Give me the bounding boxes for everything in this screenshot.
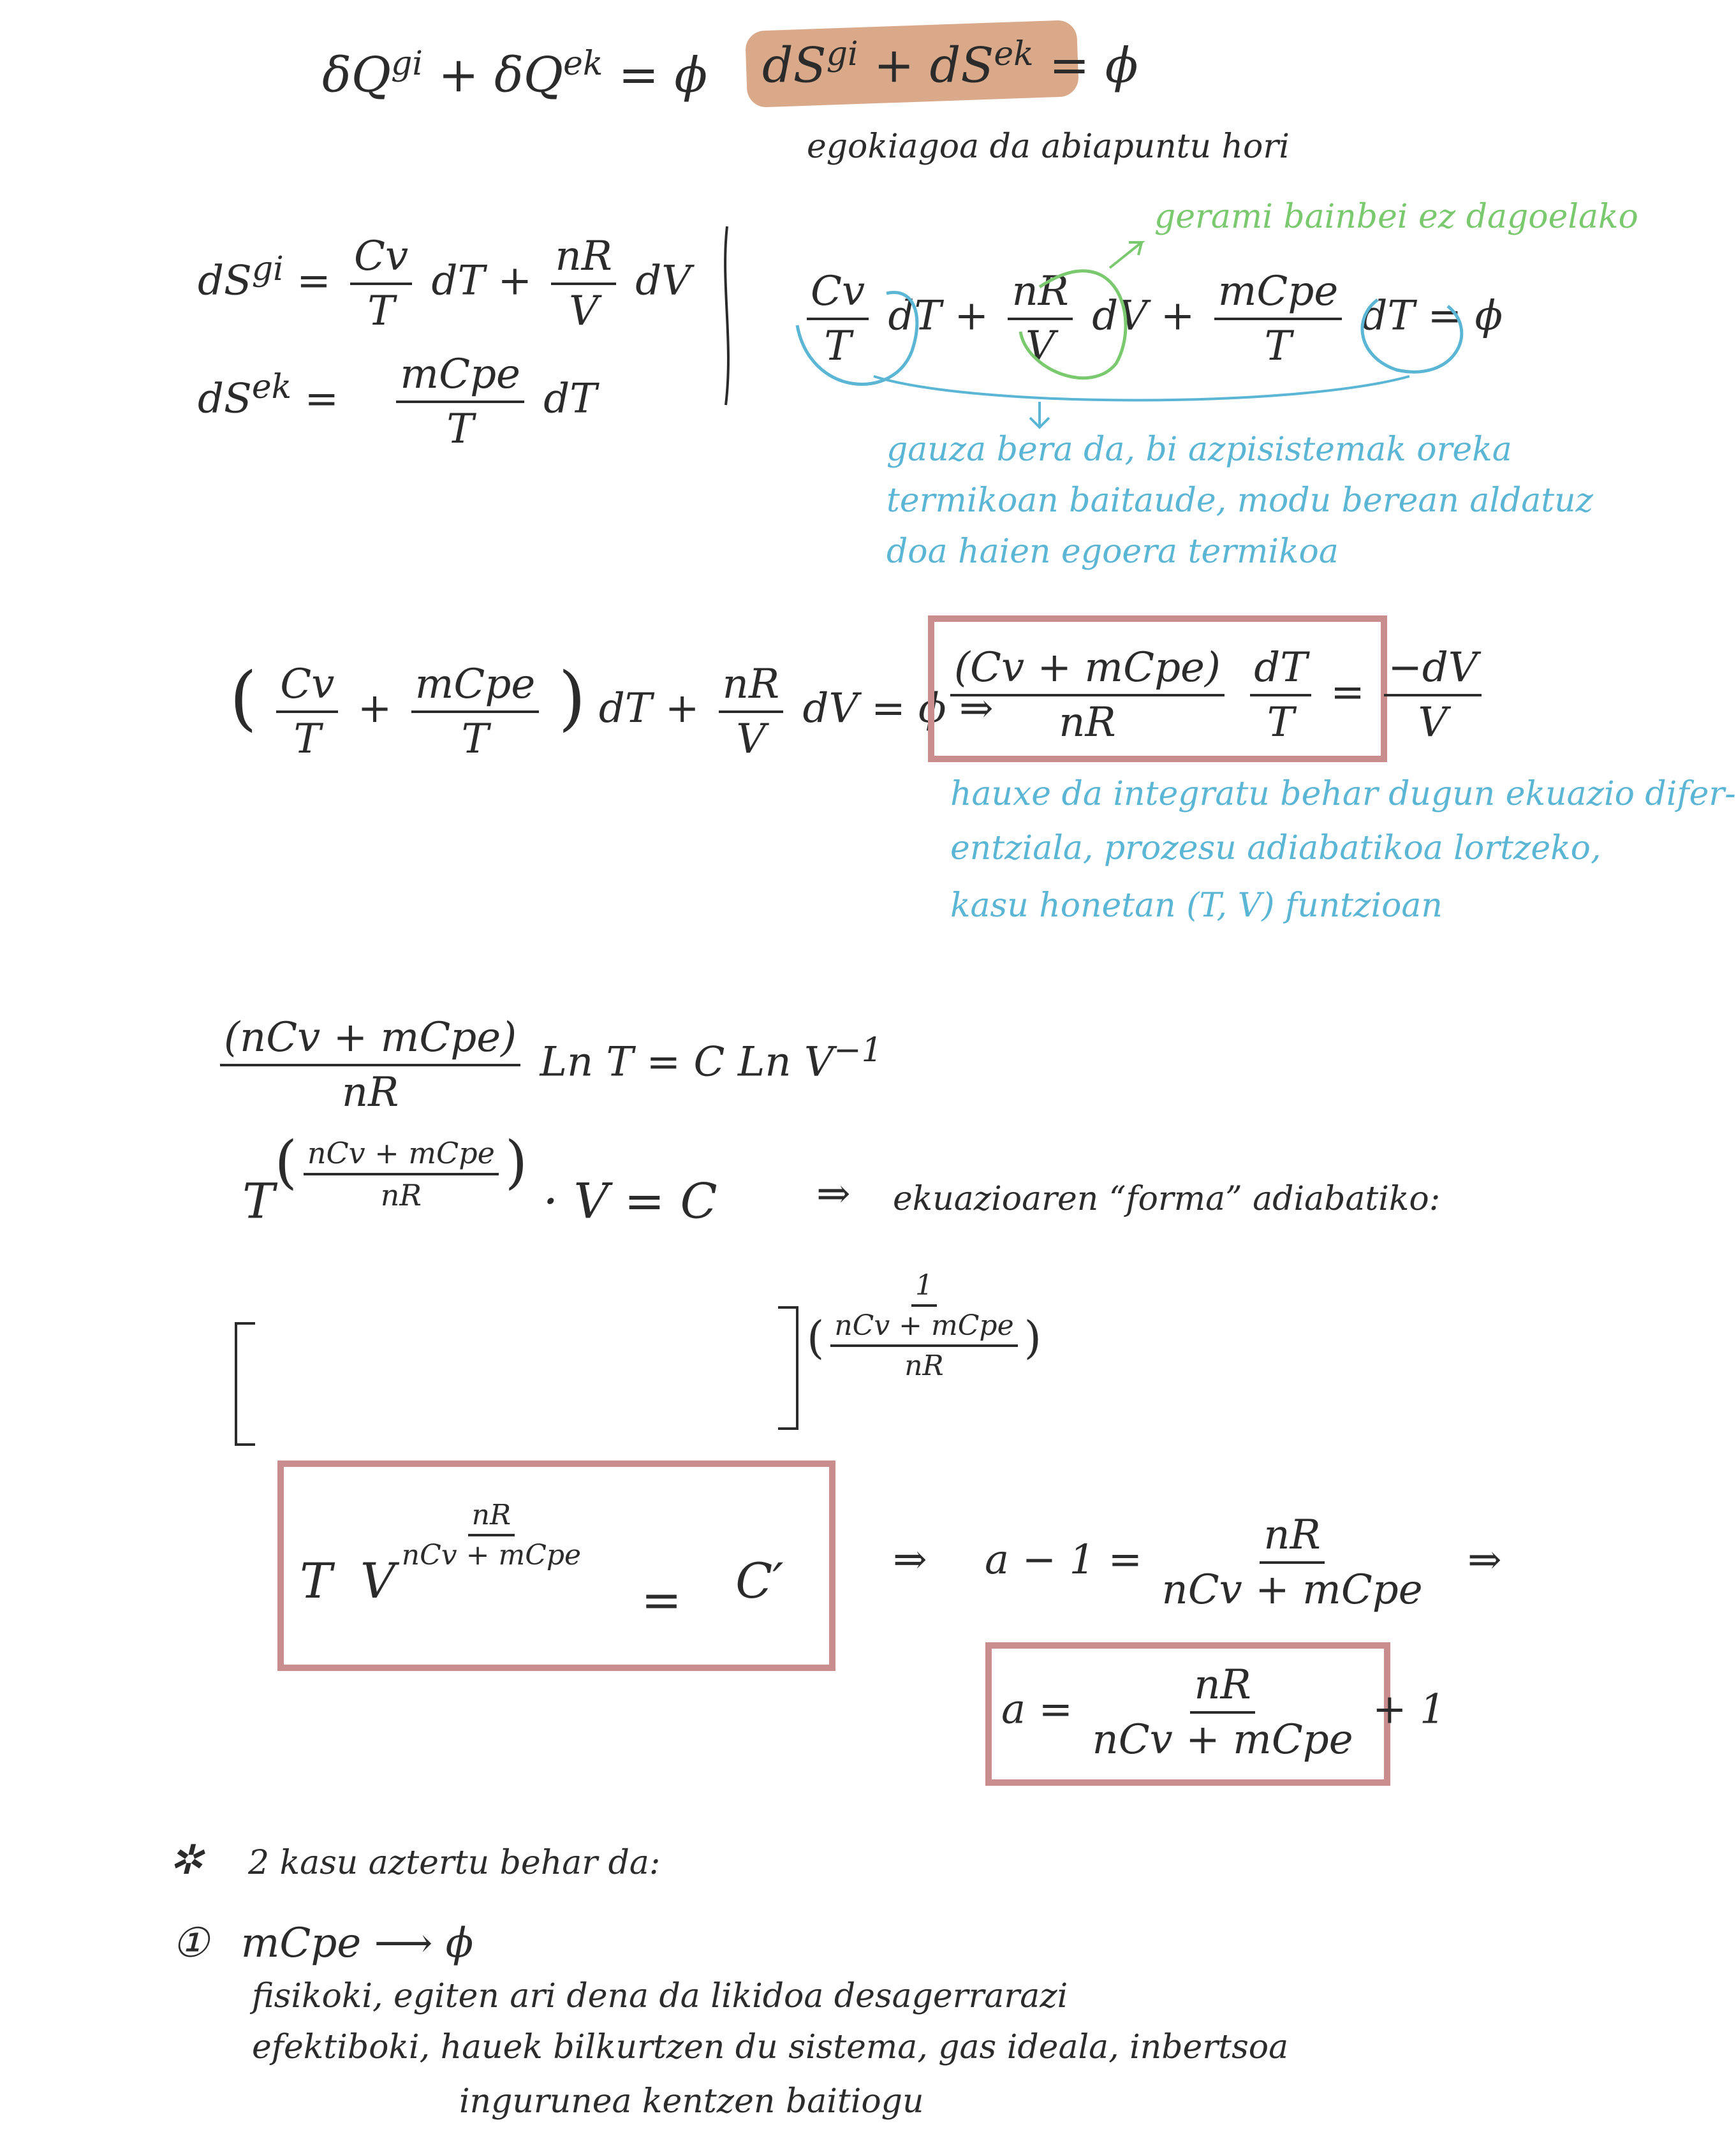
eq-heat-sum: $\delta Q^{gi} + \delta Q^{ek} = \phi$ <box>322 45 708 103</box>
eq-dsek: $dS^{ek}$ = $\frac{\text{mCpe}}{T}$ dT <box>198 351 597 453</box>
note-green: gerami bainbei ez dagoelako <box>1154 198 1638 236</box>
divider-line <box>714 226 740 411</box>
eq-entropy-sum: $dS^{gi} + dS^{ek} = \phi$ <box>762 35 1138 94</box>
note-blue-line2: termikoan baitaude, modu berean aldatuz <box>886 482 1594 520</box>
eq-sum: ( $\frac{Cv}{T}$ + $\frac{\text{mCpe}}{T}$ ) dT + $\frac{nR}{V}$ dV = ϕ ⇒ <box>230 657 994 763</box>
bracket-left <box>230 1323 268 1451</box>
final-note-line3: ingurunea kentzen baitiogu <box>459 2082 924 2121</box>
eq-a-minus-one: ⇒ a − 1 = $\frac{nR}{\text{nCv + mCpe}}$ ⇒ <box>893 1512 1502 1614</box>
eq-ln: $\frac{\text{(nCv + mCpe)}}{nR}$ Ln T = C Ln $V^{-1}$ <box>214 1014 883 1116</box>
note-blue-line3: doa haien egoera termikoa <box>886 533 1339 571</box>
eq-a: a = $\frac{nR}{\text{nCv + mCpe}}$ + 1 <box>1001 1661 1446 1763</box>
star-heading: ✲ 2 kasu aztertu behar da: <box>169 1837 661 1884</box>
note-better-start: egokiagoa da abiapuntu hori <box>807 128 1290 166</box>
note-blue-line1: gauza bera da, bi azpisistemak oreka <box>886 430 1512 469</box>
arrow-power: ⇒ <box>816 1170 851 1218</box>
final-note-line1: fisikoki, egiten ari dena da likidoa desagerrarazi <box>252 1977 1068 2015</box>
eq-differential: $\frac{\text{(Cv + mCpe)}}{nR}$ $\frac{dT}{T}$ = $\frac{-dV}{V}$ <box>944 644 1488 746</box>
note-integrate-line1: hauxe da integratu behar dugun ekuazio difer- <box>950 775 1736 813</box>
eq-combined: $\frac{Cv}{T}$ dT + $\frac{nR}{V}$ dV + $\frac{\text{mCpe}}{T}$ dT = ϕ <box>800 268 1503 370</box>
bracket-exponent: 1 ( $\frac{\text{nCv + mCpe}}{nR}$ ) <box>807 1269 1041 1382</box>
note-integrate-line2: entziala, prozesu adiabatikoa lortzeko, <box>950 829 1601 867</box>
note-adiabatic-form: ekuazioaren “forma” adiabatiko: <box>893 1180 1441 1218</box>
eq-tv: T V $^{\frac{nR}{\text{nCv + mCpe}}}$ = C′ <box>300 1499 784 1628</box>
eq-power: $T^{( \frac{\text{nCv + mCpe}}{nR} )} \cdot V = C$ <box>242 1129 717 1230</box>
case-one: ① mCpe ⟶ ϕ <box>172 1920 474 1967</box>
eq-dsgi: $dS^{gi}$ = $\frac{Cv}{T}$ dT + $\frac{nR}{V}$ dV <box>198 233 691 335</box>
note-integrate-line3: kasu honetan (T, V) funtzioan <box>950 887 1443 925</box>
annotation-loops <box>784 217 1486 421</box>
final-note-line2: efektiboki, hauek bilkurtzen du sistema, gas ideala, inbertsoa <box>252 2028 1289 2066</box>
